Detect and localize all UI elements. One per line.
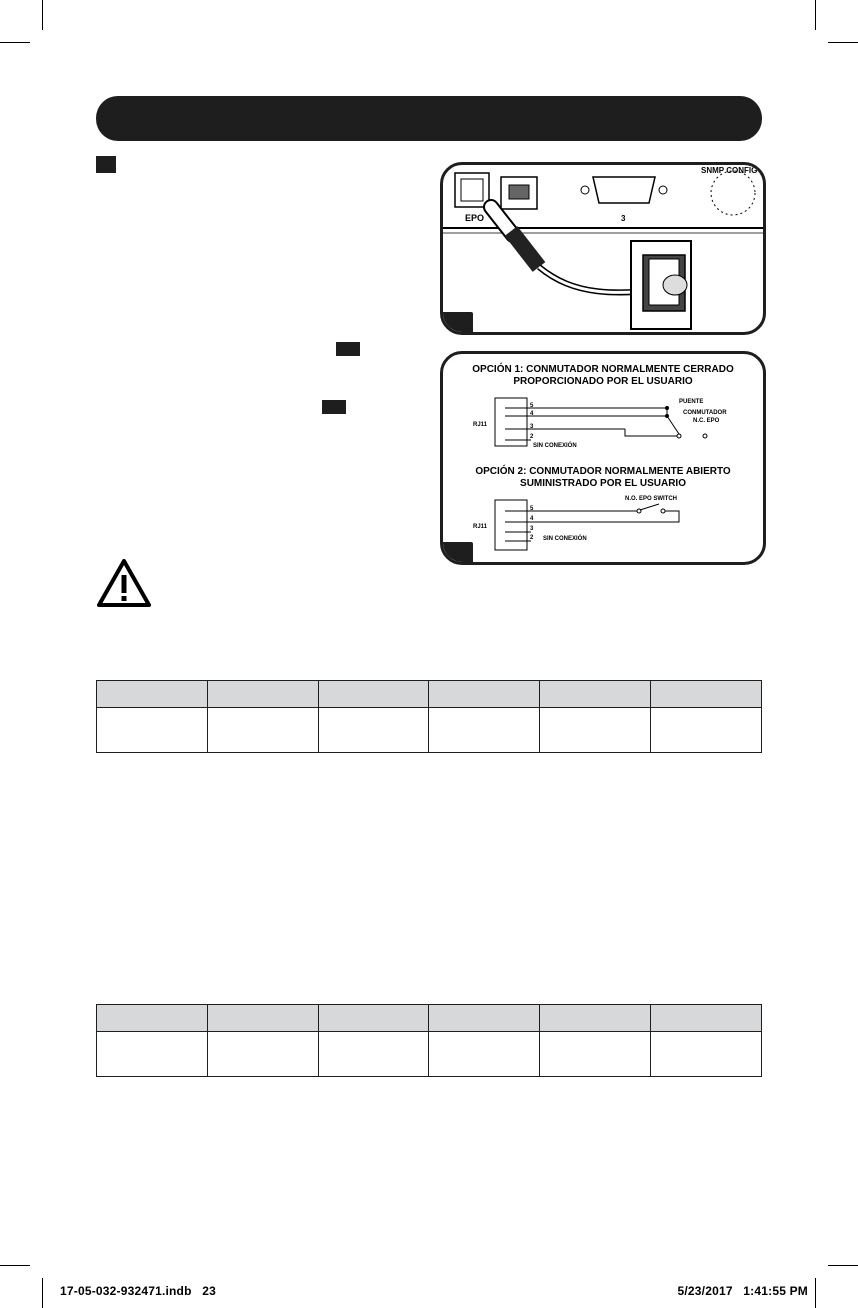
table-cell (429, 708, 540, 753)
table-cell (97, 1032, 208, 1077)
option1-connector-label: RJ11 (473, 422, 488, 428)
option1-title-line2: PROPORCIONADO POR EL USUARIO (513, 376, 693, 387)
table-header-cell (318, 681, 429, 708)
table-header-cell (429, 1005, 540, 1032)
table-header-cell (540, 681, 651, 708)
spec-table-1 (96, 680, 762, 753)
table-row (97, 708, 762, 753)
table-header-cell (207, 1005, 318, 1032)
nc-switch-label-line2: N.C. EPO (693, 418, 720, 424)
option2-connector-label: RJ11 (473, 524, 488, 530)
option1-pin-3: 3 (530, 424, 534, 430)
crop-mark-tr-v (815, 0, 816, 30)
step-number-box (96, 156, 116, 173)
figure-epo-wiring-options (440, 351, 766, 565)
nc-switch-label-line1: CONMUTADOR (683, 410, 727, 416)
crop-mark-br-h (828, 1265, 858, 1266)
option2-pin-3: 3 (530, 526, 534, 532)
table-header-cell (97, 1005, 208, 1032)
table-cell (97, 708, 208, 753)
port-3-label: 3 (621, 214, 626, 223)
crop-mark-bl-h (0, 1265, 30, 1266)
table-header-cell (651, 681, 762, 708)
table-header-row (97, 681, 762, 708)
option1-pin-4: 4 (530, 411, 534, 417)
option2-pin-2: 2 (530, 535, 534, 541)
table-cell (429, 1032, 540, 1077)
option1-pin-2: 2 (530, 434, 534, 440)
table-cell (207, 1032, 318, 1077)
table-header-row (97, 1005, 762, 1032)
option2-title-line2: SUMINISTRADO POR EL USUARIO (520, 478, 686, 489)
figure-tab (443, 312, 473, 332)
table-cell (651, 708, 762, 753)
table-header-cell (318, 1005, 429, 1032)
table-header-cell (207, 681, 318, 708)
crop-mark-tl-h (0, 42, 30, 43)
table-header-cell (97, 681, 208, 708)
wiring-diagram (443, 354, 763, 562)
epo-label: EPO (465, 213, 485, 223)
figure-epo-port-illustration (440, 162, 766, 335)
table-cell (540, 708, 651, 753)
snmp-config-label: SNMP CONFIG (701, 166, 758, 175)
spec-table-2 (96, 1004, 762, 1077)
warning-triangle-icon (96, 558, 152, 608)
crop-mark-br-v (815, 1278, 816, 1308)
option2-no-connection: SIN CONEXIÓN (543, 536, 587, 542)
table-cell (318, 708, 429, 753)
figure-tab (443, 542, 473, 562)
table-header-cell (651, 1005, 762, 1032)
option2-pin-4: 4 (530, 516, 534, 522)
table-cell (207, 708, 318, 753)
bridge-label: PUENTE (679, 399, 704, 405)
option2-pin-5: 5 (530, 506, 534, 512)
epo-port-drawing (443, 165, 763, 332)
table-cell (540, 1032, 651, 1077)
table-cell (651, 1032, 762, 1077)
option1-pin-5: 5 (530, 403, 534, 409)
option1-no-connection: SIN CONEXIÓN (533, 443, 577, 449)
crop-mark-tl-v (42, 0, 43, 30)
figure-ref-tag-b (322, 400, 346, 414)
section-header-bar (96, 96, 762, 141)
option2-title-line1: OPCIÓN 2: CONMUTADOR NORMALMENTE ABIERTO (475, 466, 731, 477)
table-header-cell (540, 1005, 651, 1032)
table-row (97, 1032, 762, 1077)
crop-mark-bl-v (42, 1278, 43, 1308)
table-cell (318, 1032, 429, 1077)
footer-datetime: 5/23/2017 1:41:55 PM (677, 1284, 808, 1298)
option1-title-line1: OPCIÓN 1: CONMUTADOR NORMALMENTE CERRADO (472, 364, 734, 375)
table-header-cell (429, 681, 540, 708)
figure-ref-tag-a (336, 342, 360, 356)
crop-mark-tr-h (828, 42, 858, 43)
no-switch-label: N.O. EPO SWITCH (625, 496, 678, 502)
footer-file-slug: 17-05-032-932471.indb 23 (60, 1284, 216, 1298)
